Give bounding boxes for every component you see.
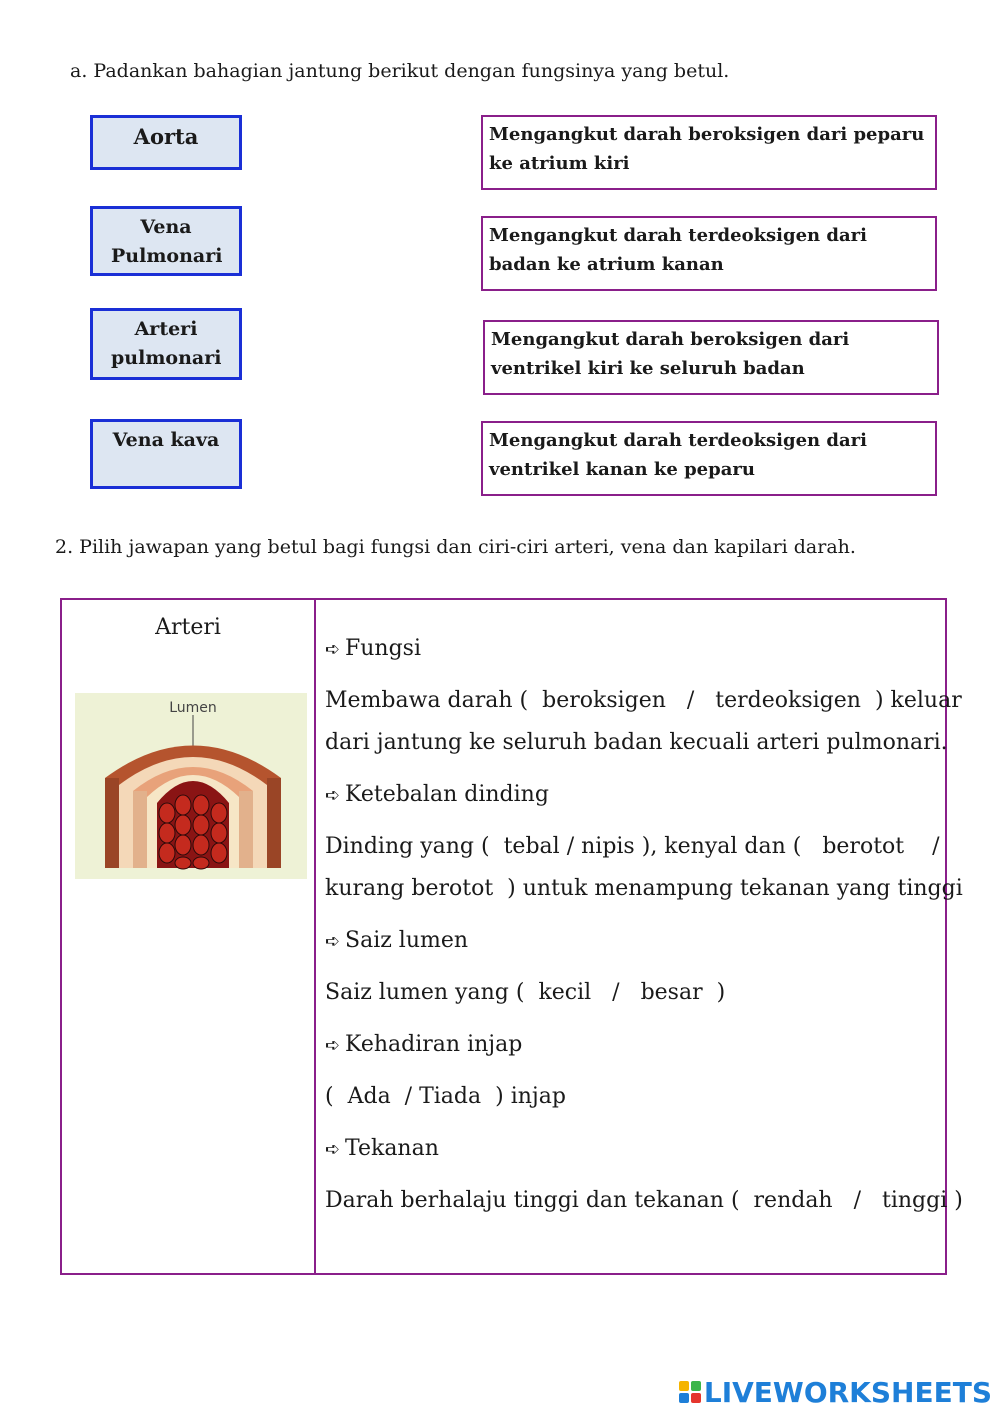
function-text: Mengangkut darah beroksigen dari peparu ke atrium kiri [489, 124, 925, 174]
option-kurang-berotot[interactable]: kurang berotot [325, 876, 494, 901]
question-1-instruction: a. Padankan bahagian jantung berikut dengan fungsinya yang betul. [70, 60, 730, 82]
function-box-3[interactable] [483, 320, 939, 395]
tekanan-sentence: Darah berhalaju tinggi dan tekanan ( rendah / tinggi ) [325, 1188, 963, 1213]
option-kecil[interactable]: kecil [538, 980, 592, 1005]
option-beroksigen[interactable]: beroksigen [542, 688, 666, 713]
option-berotot[interactable]: berotot [822, 834, 905, 859]
function-box-1[interactable] [481, 115, 937, 190]
artery-cross-section-image [75, 693, 307, 879]
arrow-right-icon: ➪ [325, 785, 341, 806]
table-divider [314, 600, 316, 1273]
lumen-heading: ➪ Saiz lumen [325, 928, 469, 953]
function-text: Mengangkut darah terdeoksigen dari badan ke atrium kanan [489, 225, 867, 275]
liveworksheets-logo[interactable] [679, 1374, 992, 1410]
fungsi-sentence: Membawa darah ( beroksigen / terdeoksigen ) keluar [325, 688, 962, 713]
brand-text: LIVEWORKSHEETS [703, 1375, 992, 1409]
arrow-right-icon: ➪ [325, 1139, 341, 1160]
ketebalan-sentence: Dinding yang ( tebal / nipis ), kenyal dan ( berotot / [325, 834, 940, 859]
part-box-vena-kava[interactable] [90, 419, 242, 489]
part-box-vena-pulmonari[interactable] [90, 206, 242, 276]
option-rendah[interactable]: rendah [753, 1188, 833, 1213]
option-terdeoksigen[interactable]: terdeoksigen [715, 688, 861, 713]
arrow-right-icon: ➪ [325, 639, 341, 660]
part-label: Aorta [133, 124, 199, 149]
option-nipis[interactable]: nipis [581, 834, 635, 859]
option-ada[interactable]: Ada [347, 1084, 391, 1109]
function-text: Mengangkut darah terdeoksigen dari ventrikel kanan ke peparu [489, 430, 867, 480]
liveworksheets-icon [679, 1381, 701, 1403]
artery-illustration [75, 693, 307, 879]
injap-sentence: ( Ada / Tiada ) injap [325, 1084, 566, 1109]
part-label: Arteri pulmonari [111, 318, 222, 369]
question-2-instruction: 2. Pilih jawapan yang betul bagi fungsi dan ciri-ciri arteri, vena dan kapilari darah. [55, 536, 856, 558]
arrow-right-icon: ➪ [325, 931, 341, 952]
option-tinggi[interactable]: tinggi [881, 1188, 948, 1213]
lumen-label: Lumen [169, 700, 217, 716]
part-label: Vena Pulmonari [111, 216, 223, 267]
part-box-arteri-pulmonari[interactable] [90, 308, 242, 380]
function-box-2[interactable] [481, 216, 937, 291]
tekanan-heading: ➪ Tekanan [325, 1136, 439, 1161]
function-box-4[interactable] [481, 421, 937, 496]
option-tiada[interactable]: Tiada [419, 1084, 482, 1109]
option-tebal[interactable]: tebal [503, 834, 560, 859]
part-label: Vena kava [112, 429, 220, 451]
fungsi-heading: ➪ Fungsi [325, 636, 422, 661]
injap-heading: ➪ Kehadiran injap [325, 1032, 523, 1057]
artery-table [60, 598, 963, 1275]
function-text: Mengangkut darah beroksigen dari ventrikel kiri ke seluruh badan [491, 329, 850, 379]
ketebalan-sentence-line-2: kurang berotot ) untuk menampung tekanan yang tinggi [325, 876, 963, 901]
lumen-sentence: Saiz lumen yang ( kecil / besar ) [325, 980, 726, 1005]
option-besar[interactable]: besar [640, 980, 703, 1005]
fungsi-sentence-line-2: dari jantung ke seluruh badan kecuali arteri pulmonari. [325, 730, 948, 755]
ketebalan-heading: ➪ Ketebalan dinding [325, 782, 549, 807]
arrow-right-icon: ➪ [325, 1035, 341, 1056]
part-box-aorta[interactable] [90, 115, 242, 170]
vessel-title: Arteri [155, 615, 221, 640]
